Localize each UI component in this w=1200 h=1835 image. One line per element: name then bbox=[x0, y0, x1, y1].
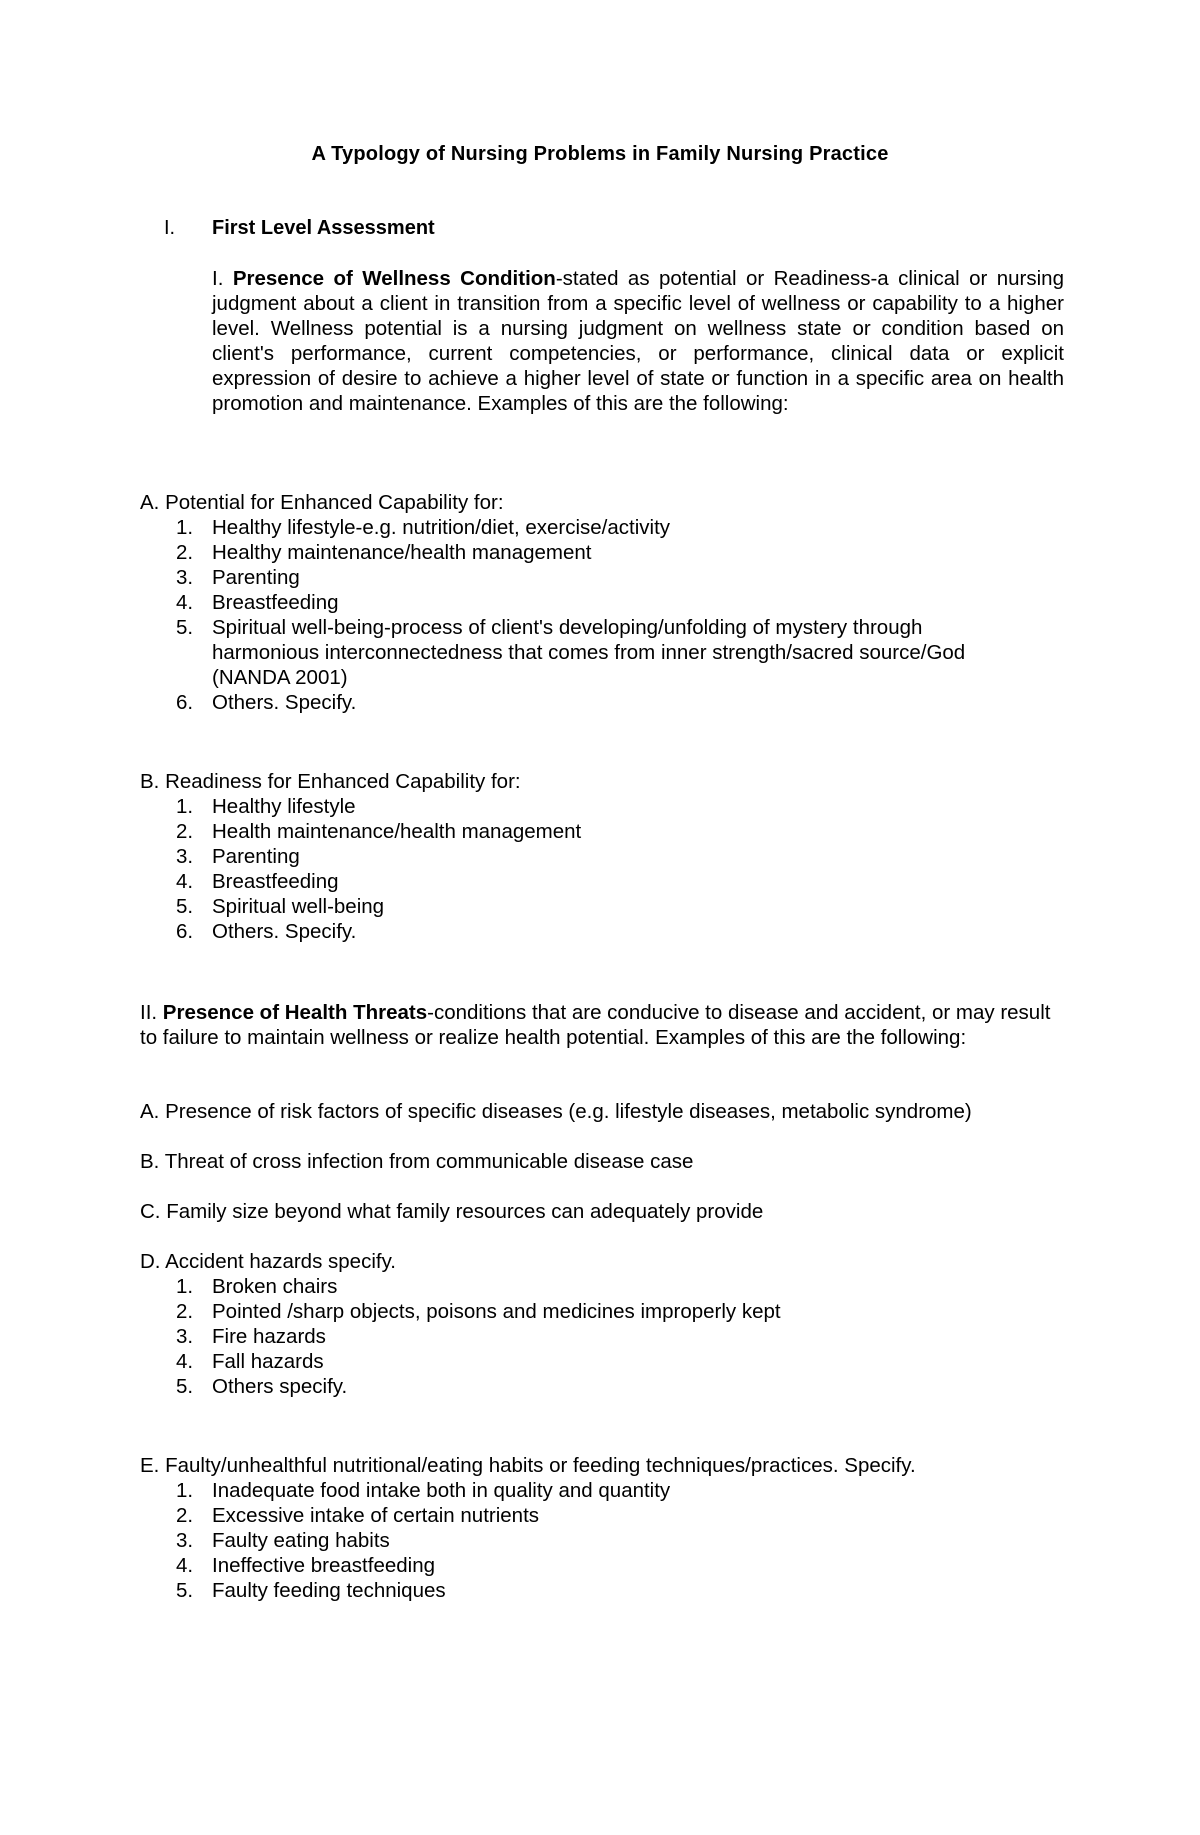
section-a bbox=[140, 490, 1080, 715]
list-item-text: Ineffective breastfeeding bbox=[212, 1554, 435, 1577]
level-numeral: I. bbox=[164, 217, 176, 239]
list-item-number: 5. bbox=[176, 1375, 194, 1398]
level-heading bbox=[164, 216, 435, 241]
threats-text: -conditions that are conducive to disease and accident, or may result to failure to maintain wellness or realize health potential. Examples of this are the following: bbox=[140, 1001, 1051, 1049]
section-e bbox=[140, 1453, 1080, 1603]
list-item-number: 1. bbox=[176, 516, 194, 539]
list-item bbox=[140, 894, 1080, 919]
list-item-text: Healthy lifestyle bbox=[212, 795, 356, 818]
list-item-text: Spiritual well-being-process of client's developing/unfolding of mystery through harmonious interconnectedness that comes from inner strength/sacred source/God (NANDA 2001) bbox=[212, 616, 966, 689]
list-item-number: 3. bbox=[176, 845, 194, 868]
wellness-text: -stated as potential or Readiness-a clinical or nursing judgment about a client in transition from a specific level of wellness or capability to a higher level. Wellness potential is a nursing judgment on wellness state or condition based on client's performance, current competencies, or performance, clinical data or explicit expression of desire to achieve a higher level of state or function in a specific area on health promotion and maintenance. Examples of this are the following: bbox=[212, 267, 1064, 415]
list-item bbox=[140, 1324, 1080, 1349]
list-item-number: 3. bbox=[176, 1325, 194, 1348]
list-item-text: Healthy maintenance/health management bbox=[212, 541, 592, 564]
wellness-paragraph bbox=[212, 266, 1064, 416]
list-item-text: Breastfeeding bbox=[212, 591, 339, 614]
list-item-number: 4. bbox=[176, 1554, 194, 1577]
list-item-number: 2. bbox=[176, 820, 194, 843]
list-item-number: 1. bbox=[176, 795, 194, 818]
list-item bbox=[140, 1528, 1080, 1553]
list-item-text: Breastfeeding bbox=[212, 870, 339, 893]
list-item-number: 1. bbox=[176, 1275, 194, 1298]
list-item-text: Faulty feeding techniques bbox=[212, 1579, 446, 1602]
list-item-text: Healthy lifestyle-e.g. nutrition/diet, exercise/activity bbox=[212, 516, 671, 539]
list-item-text: Others. Specify. bbox=[212, 691, 357, 714]
section-e-list bbox=[140, 1478, 1080, 1603]
list-item-number: 3. bbox=[176, 1529, 194, 1552]
list-item-number: 4. bbox=[176, 1350, 194, 1373]
list-item-number: 2. bbox=[176, 541, 194, 564]
list-item-number: 1. bbox=[176, 1479, 194, 1502]
list-item-text: Faulty eating habits bbox=[212, 1529, 390, 1552]
wellness-prefix: I. bbox=[212, 267, 224, 290]
list-item bbox=[140, 794, 1080, 819]
list-item bbox=[140, 869, 1080, 894]
list-item bbox=[140, 1299, 1080, 1324]
list-item-text: Fire hazards bbox=[212, 1325, 326, 1348]
list-item bbox=[140, 1478, 1080, 1503]
list-item bbox=[140, 690, 1080, 715]
section-d-label: D. Accident hazards specify. bbox=[140, 1250, 396, 1273]
list-item-text: Others specify. bbox=[212, 1375, 348, 1398]
list-item-number: 6. bbox=[176, 691, 194, 714]
list-item-text: Health maintenance/health management bbox=[212, 820, 582, 843]
list-item-number: 5. bbox=[176, 616, 194, 639]
list-item bbox=[140, 1553, 1080, 1578]
list-item bbox=[140, 540, 1080, 565]
list-item-number: 5. bbox=[176, 895, 194, 918]
section-d bbox=[140, 1249, 1080, 1399]
threats-prefix: II. bbox=[140, 1001, 158, 1024]
list-item-text: Pointed /sharp objects, poisons and medicines improperly kept bbox=[212, 1300, 781, 1323]
section-b-label: B. Readiness for Enhanced Capability for: bbox=[140, 770, 521, 793]
threat-b: B. Threat of cross infection from communicable disease case bbox=[140, 1150, 694, 1173]
list-item-text: Fall hazards bbox=[212, 1350, 324, 1373]
section-b bbox=[140, 769, 1080, 944]
list-item bbox=[140, 590, 1080, 615]
level-heading-text: First Level Assessment bbox=[212, 217, 435, 239]
list-item-number: 4. bbox=[176, 870, 194, 893]
list-item-number: 4. bbox=[176, 591, 194, 614]
list-item bbox=[140, 1503, 1080, 1528]
threat-c: C. Family size beyond what family resources can adequately provide bbox=[140, 1200, 764, 1223]
threats-paragraph bbox=[140, 1000, 1060, 1050]
document-title: A Typology of Nursing Problems in Family Nursing Practice bbox=[311, 143, 889, 165]
list-item bbox=[140, 515, 1080, 540]
list-item bbox=[140, 1374, 1080, 1399]
list-item-text: Parenting bbox=[212, 845, 300, 868]
section-e-label: E. Faulty/unhealthful nutritional/eating habits or feeding techniques/practices. Specify. bbox=[140, 1454, 916, 1477]
section-d-list bbox=[140, 1274, 1080, 1399]
list-item bbox=[140, 615, 1080, 690]
list-item-text: Parenting bbox=[212, 566, 300, 589]
list-item bbox=[140, 1274, 1080, 1299]
list-item bbox=[140, 565, 1080, 590]
list-item bbox=[140, 819, 1080, 844]
list-item bbox=[140, 919, 1080, 944]
list-item-number: 2. bbox=[176, 1300, 194, 1323]
list-item-number: 5. bbox=[176, 1579, 194, 1602]
threats-term: Presence of Health Threats bbox=[162, 1001, 428, 1024]
list-item-number: 3. bbox=[176, 566, 194, 589]
threat-a: A. Presence of risk factors of specific diseases (e.g. lifestyle diseases, metabolic syndrome) bbox=[140, 1100, 972, 1123]
section-a-label: A. Potential for Enhanced Capability for: bbox=[140, 491, 504, 514]
wellness-term: Presence of Wellness Condition bbox=[232, 267, 556, 290]
list-item bbox=[140, 844, 1080, 869]
list-item-number: 6. bbox=[176, 920, 194, 943]
section-a-list bbox=[140, 515, 1080, 715]
list-item-text: Others. Specify. bbox=[212, 920, 357, 943]
list-item-text: Spiritual well-being bbox=[212, 895, 385, 918]
list-item bbox=[140, 1349, 1080, 1374]
list-item-number: 2. bbox=[176, 1504, 194, 1527]
list-item bbox=[140, 1578, 1080, 1603]
list-item-text: Inadequate food intake both in quality and quantity bbox=[212, 1479, 671, 1502]
section-b-list bbox=[140, 794, 1080, 944]
list-item-text: Excessive intake of certain nutrients bbox=[212, 1504, 540, 1527]
list-item-text: Broken chairs bbox=[212, 1275, 338, 1298]
